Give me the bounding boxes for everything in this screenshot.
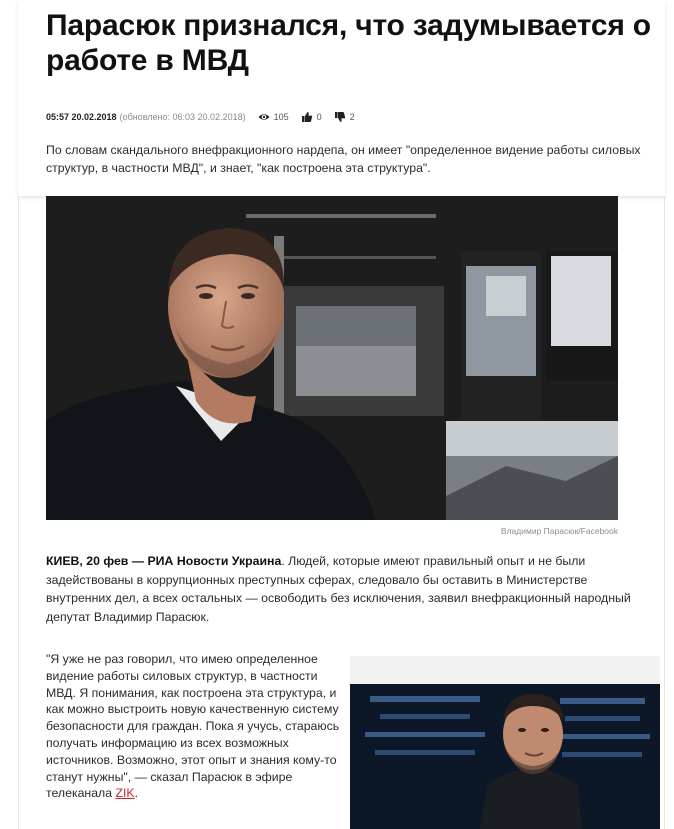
article-lead: По словам скандального внефракционного нардепа, он имеет "определенное видение работы силовых структур, в частности МВД", и знает, "как построена эта структура". bbox=[46, 143, 641, 175]
studio-selfie-image bbox=[46, 196, 618, 520]
eye-icon bbox=[258, 111, 270, 123]
photo-caption: Владимир Парасюк/Facebook bbox=[500, 526, 618, 536]
quote-end: . bbox=[134, 786, 139, 801]
article-body bbox=[46, 552, 636, 626]
article-photo bbox=[46, 196, 618, 520]
likes-count: 0 bbox=[316, 112, 322, 122]
thumbs-up-icon[interactable] bbox=[301, 111, 313, 123]
channel-link[interactable]: ZIK bbox=[115, 786, 135, 801]
tv-studio-image bbox=[350, 656, 660, 829]
updated-time: (обновлено: 06:03 20.02.2018) bbox=[119, 112, 246, 122]
dateline: КИЕВ, 20 фев — РИА Новости Украина bbox=[46, 554, 282, 568]
dislikes-count: 2 bbox=[349, 112, 355, 122]
body-text: . Людей, которые имеют правильный опыт и не были задействованы в коррупционных преступных сферах, следовало бы оставить в Министерстве внутренних дел, а всех остальных — освободить без исключения, заявил внефракционный народный депутат Владимир Парасюк. bbox=[46, 554, 631, 624]
thumbs-down-icon[interactable] bbox=[334, 111, 346, 123]
article-quote bbox=[46, 651, 348, 802]
article-meta bbox=[46, 110, 355, 124]
video-thumbnail[interactable] bbox=[350, 656, 660, 829]
views-count: 105 bbox=[273, 112, 289, 122]
publish-time: 05:57 20.02.2018 bbox=[46, 112, 117, 122]
article-title: Парасюк признался, что задумывается о работе в МВД bbox=[46, 9, 651, 77]
quote-text: "Я уже не раз говорил, что имею определенное видение работы силовых структур, в частности МВД. Я понимания, как построена эта структура, и как можно выстроить новую качественную систему безопасности для граждан. Пока я учусь, стараюсь получать информацию из всех возможных источников. Возможно, этот опыт и знания кому-то станут нужны", — сказал Парасюк в эфире телеканала bbox=[46, 652, 340, 801]
